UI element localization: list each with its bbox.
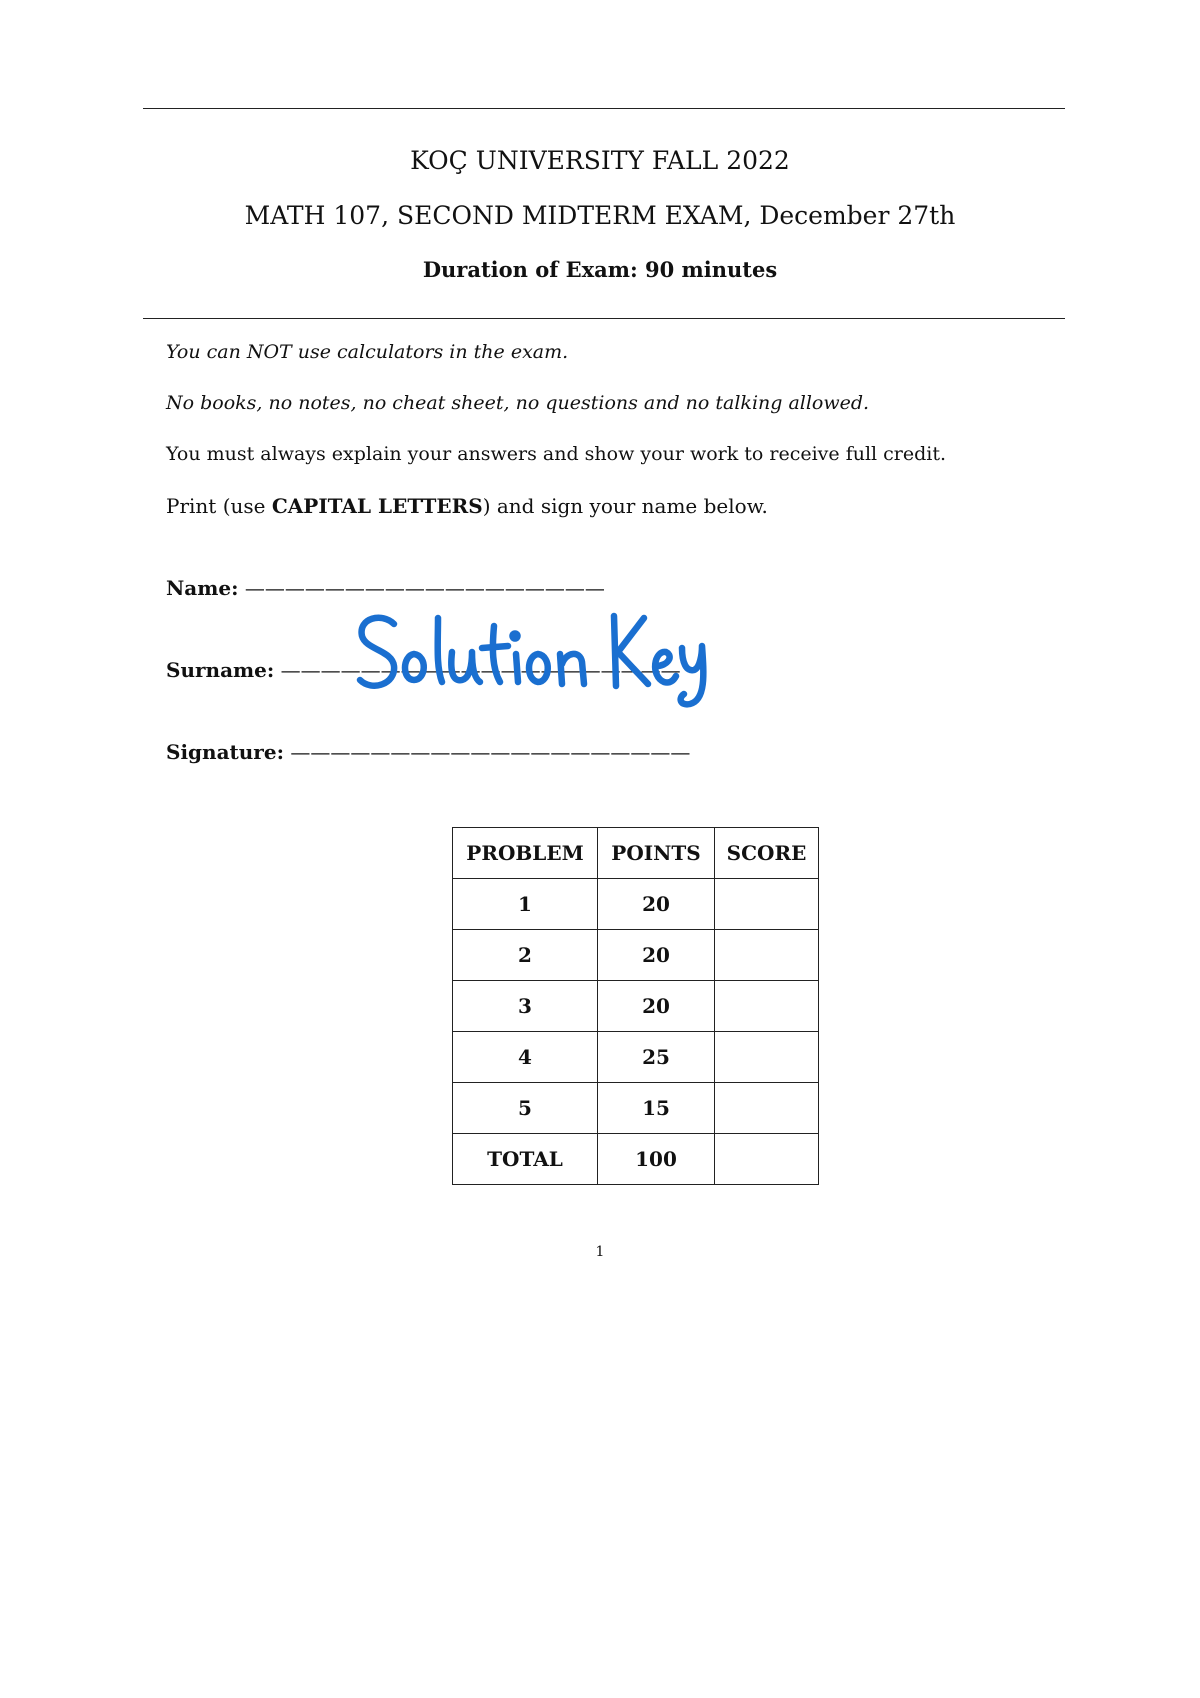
university-title: KOÇ UNIVERSITY FALL 2022	[410, 146, 790, 175]
exam-duration: Duration of Exam: 90 minutes	[422, 257, 778, 282]
instruction-print-suffix: ) and sign your name below.	[482, 494, 768, 518]
total-label-cell: TOTAL	[453, 1134, 598, 1185]
score-cell[interactable]	[715, 981, 819, 1032]
total-points-cell: 100	[598, 1134, 715, 1185]
table-row	[453, 1032, 819, 1083]
points-cell: 15	[598, 1083, 715, 1134]
header-score: SCORE	[715, 828, 819, 879]
table-header-row	[453, 828, 819, 879]
total-score-cell[interactable]	[715, 1134, 819, 1185]
problem-cell: 2	[453, 930, 598, 981]
name-blank-line: ——————————————————	[244, 576, 605, 600]
score-cell[interactable]	[715, 879, 819, 930]
instruction-no-calculators: You can NOT use calculators in the exam.	[166, 341, 569, 363]
score-table	[452, 827, 819, 1185]
problem-cell: 3	[453, 981, 598, 1032]
header-bottom-rule	[143, 318, 1065, 319]
instruction-print-name	[166, 494, 768, 518]
table-total-row	[453, 1134, 819, 1185]
instruction-explain: You must always explain your answers and show your work to receive full credit.	[166, 443, 947, 465]
page-number: 1	[595, 1244, 605, 1260]
signature-field[interactable]	[166, 740, 690, 764]
surname-label: Surname:	[166, 658, 275, 682]
instruction-no-books: No books, no notes, no cheat sheet, no questions and no talking allowed.	[166, 392, 870, 414]
handwritten-solution-key	[352, 604, 712, 714]
table-row	[453, 930, 819, 981]
name-label: Name:	[166, 576, 239, 600]
table-row	[453, 981, 819, 1032]
table-row	[453, 1083, 819, 1134]
signature-label: Signature:	[166, 740, 284, 764]
points-cell: 20	[598, 879, 715, 930]
points-cell: 25	[598, 1032, 715, 1083]
top-rule	[143, 108, 1065, 109]
header-points: POINTS	[598, 828, 715, 879]
problem-cell: 5	[453, 1083, 598, 1134]
header-problem: PROBLEM	[453, 828, 598, 879]
name-field[interactable]	[166, 576, 605, 600]
score-cell[interactable]	[715, 930, 819, 981]
signature-blank-line: ————————————————————	[290, 740, 691, 764]
instruction-print-capitals: CAPITAL LETTERS	[271, 494, 483, 518]
points-cell: 20	[598, 981, 715, 1032]
table-row	[453, 879, 819, 930]
instruction-print-prefix: Print (use	[166, 494, 272, 518]
exam-title: MATH 107, SECOND MIDTERM EXAM, December 27th	[244, 201, 956, 230]
score-cell[interactable]	[715, 1083, 819, 1134]
surname-blank-line: ————————————————————	[280, 658, 681, 682]
problem-cell: 4	[453, 1032, 598, 1083]
problem-cell: 1	[453, 879, 598, 930]
points-cell: 20	[598, 930, 715, 981]
score-cell[interactable]	[715, 1032, 819, 1083]
